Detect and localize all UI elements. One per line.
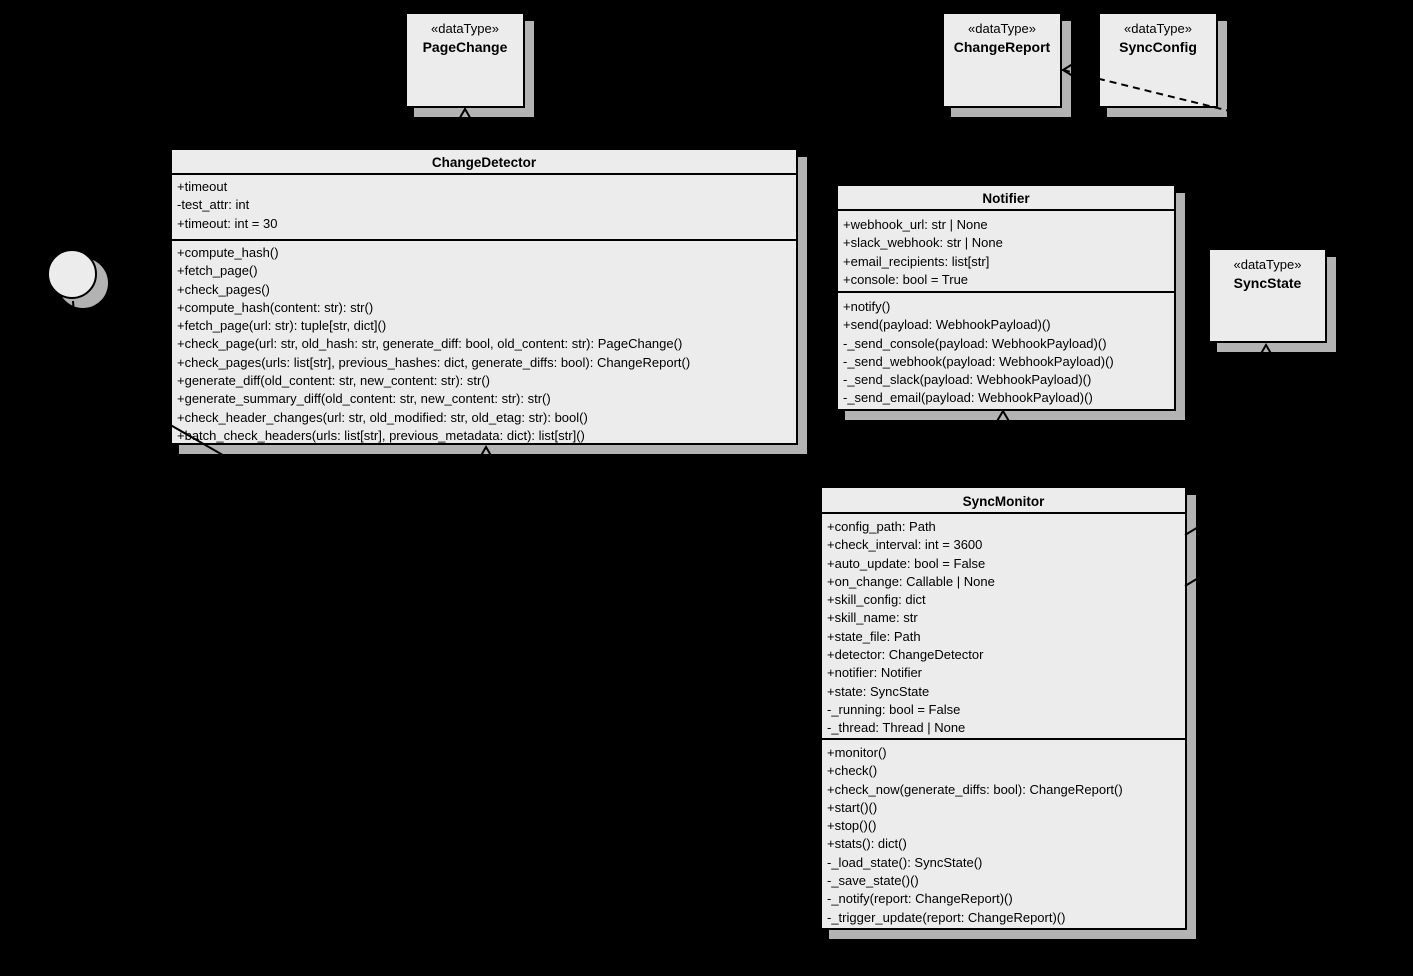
stereotype-label: «dataType» [431,21,499,36]
member-text: -_thread: Thread | None [827,720,966,736]
member-text: +check_pages(urls: list[str], previous_hashes: dict, generate_diffs: bool): ChangeReport() [177,354,691,370]
member-text: +webhook_url: str | None [843,217,988,232]
member-text: +generate_summary_diff(old_content: str, new_content: str): str() [177,391,551,407]
member-text: +check_pages() [177,281,270,297]
datatype-name-changereport: ChangeReport [953,39,1051,55]
member-text: +notify() [843,299,891,314]
member-text: +fetch_page(url: str): tuple[str, dict]() [177,318,387,334]
methods-compartment [838,293,1174,408]
member-text: +console: bool = True [843,271,969,287]
member-text: +stats(): dict() [827,836,907,852]
interface-lollipop-icon [47,249,97,299]
member-text: +monitor() [827,745,887,760]
member-text: +skill_name: str [827,610,918,626]
member-text: +detector: ChangeDetector [827,647,984,663]
member-text: -_send_console(payload: WebhookPayload)() [843,335,1107,351]
datatype-name-pagechange: PageChange [422,39,508,55]
member-text: +notifier: Notifier [827,665,923,681]
methods-compartment [172,241,796,445]
stereotype-label: «dataType» [1233,257,1302,272]
generalization-arrowhead-syncstate [1259,345,1273,357]
member-text: -_send_email(payload: WebhookPayload)() [843,390,1093,406]
generalization-arrowhead-changedetector [479,447,493,459]
generalization-arrowhead-pagechange [458,109,472,121]
member-text: -_save_state()() [827,873,919,889]
datatype-box-pagechange [405,12,525,108]
member-text: +check() [827,763,878,779]
lollipop-stem [73,301,74,314]
stereotype-label: «dataType» [1124,21,1192,36]
class-box-notifier [836,184,1176,411]
member-text: -_running: bool = False [827,701,961,717]
member-text: +skill_config: dict [827,592,926,608]
member-text: +slack_webhook: str | None [843,235,1003,251]
class-box-changedetector [170,148,798,445]
member-text: +compute_hash(content: str): str() [177,299,374,315]
methods-compartment [822,740,1185,927]
member-text: +on_change: Callable | None [827,573,995,589]
member-text: -_send_webhook(payload: WebhookPayload)() [843,353,1114,369]
class-name-notifier: Notifier [838,186,1174,211]
member-text: -_trigger_update(report: ChangeReport)() [827,909,1066,925]
connector-stub-syncmonitor-right-1 [1185,526,1200,535]
member-text: +batch_check_headers(urls: list[str], previous_metadata: dict): list[str]() [177,427,585,443]
member-text: +email_recipients: list[str] [843,253,990,269]
member-text: +check_header_changes(url: str, old_modified: str, old_etag: str): bool() [177,409,588,425]
stereotype-label: «dataType» [968,21,1036,36]
datatype-name-syncconfig: SyncConfig [1119,39,1197,55]
member-text: +timeout [177,179,228,194]
member-text: +fetch_page() [177,263,258,279]
attributes-compartment [172,175,796,241]
attributes-compartment [838,211,1174,293]
member-text: +compute_hash() [177,245,279,260]
class-name-syncmonitor: SyncMonitor [822,488,1185,514]
member-text: +check_interval: int = 3600 [827,537,983,553]
class-name-changedetector: ChangeDetector [172,150,796,175]
connector-stub-syncmonitor-right-2 [1185,577,1200,586]
member-text: -test_attr: int [177,197,250,213]
member-text: +start()() [827,799,878,815]
member-text: +timeout: int = 30 [177,215,278,231]
datatype-box-syncstate [1208,248,1327,343]
member-text: +stop()() [827,818,877,834]
datatype-box-changereport [942,12,1062,108]
member-text: +check_now(generate_diffs: bool): ChangeReport() [827,781,1123,797]
class-box-syncmonitor [820,486,1187,930]
member-text: +send(payload: WebhookPayload)() [843,317,1051,333]
member-text: +check_page(url: str, old_hash: str, generate_diff: bool, old_content: str): PageChange() [177,336,683,352]
member-text: +generate_diff(old_content: str, new_content: str): str() [177,373,491,389]
member-text: -_notify(report: ChangeReport)() [827,891,1013,907]
member-text: +config_path: Path [827,519,936,534]
member-text: -_load_state(): SyncState() [827,854,983,870]
datatype-box-syncconfig [1098,12,1218,108]
datatype-name-syncstate: SyncState [1233,275,1302,291]
member-text: +state: SyncState [827,683,930,699]
member-text: +auto_update: bool = False [827,555,986,571]
member-text: -_send_slack(payload: WebhookPayload)() [843,372,1092,388]
dependency-arrowhead-changereport [1063,62,1076,78]
member-text: +state_file: Path [827,628,921,644]
generalization-arrowhead-notifier [996,411,1010,423]
attributes-compartment [822,514,1185,740]
